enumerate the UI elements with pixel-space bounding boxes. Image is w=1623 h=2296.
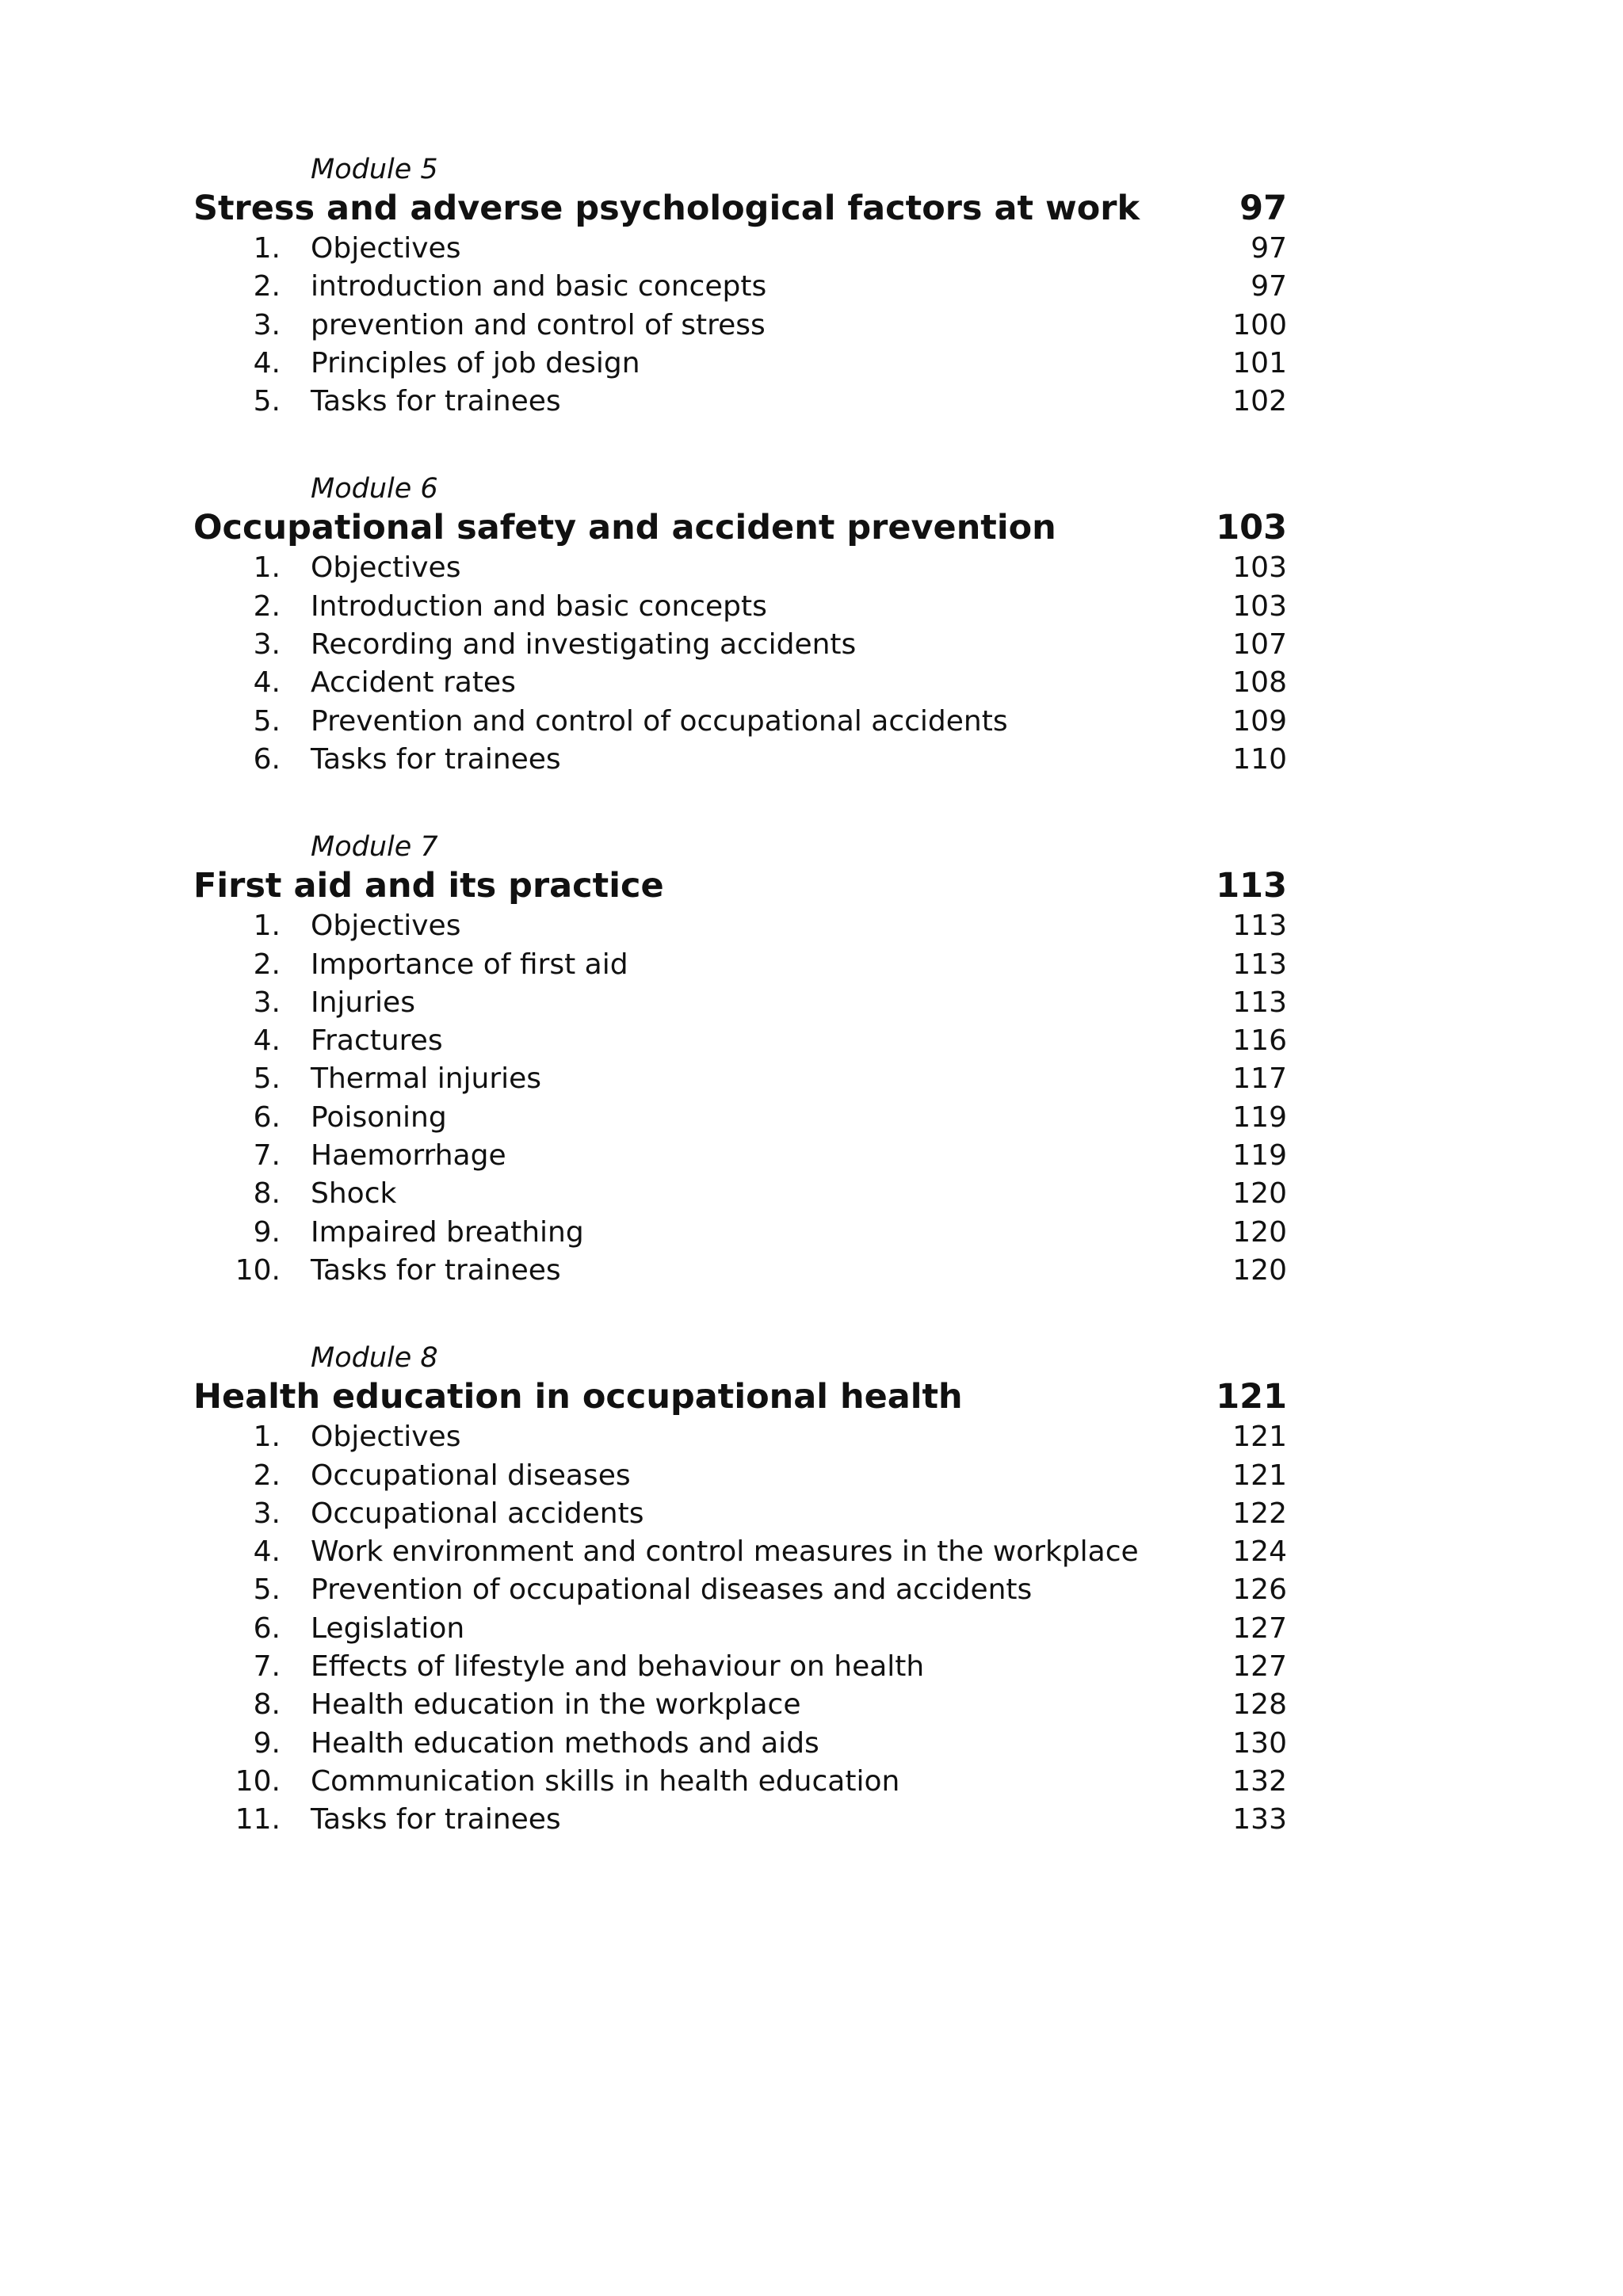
entry-number: 7. [253, 1139, 281, 1173]
toc-entry [193, 626, 1287, 664]
entry-page: 107 [1232, 628, 1287, 662]
entry-page: 97 [1251, 232, 1287, 265]
toc-entry [193, 549, 1287, 587]
entry-page: 113 [1232, 986, 1287, 1019]
entry-title: Tasks for trainees [311, 1253, 561, 1287]
entry-title: Prevention and control of occupational accidents [311, 704, 1008, 738]
entry-title: Shock [311, 1177, 397, 1211]
entry-number: 10. [235, 1253, 281, 1287]
module-title: Health education in occupational health [193, 1377, 963, 1417]
entry-page: 103 [1232, 551, 1287, 585]
entry-title: Effects of lifestyle and behaviour on health [311, 1650, 925, 1684]
entry-number: 8. [253, 1688, 281, 1722]
entry-number: 1. [253, 910, 281, 943]
toc-entry [193, 383, 1287, 421]
entry-page: 133 [1232, 1803, 1287, 1836]
toc-entry [193, 1060, 1287, 1098]
toc-entry [193, 1648, 1287, 1686]
entry-title: Thermal injuries [311, 1062, 542, 1096]
entry-page: 127 [1232, 1650, 1287, 1684]
toc-entry [193, 307, 1287, 345]
entry-title: Objectives [311, 232, 461, 265]
entry-number: 10. [235, 1764, 281, 1798]
module-label: Module 6 [311, 473, 438, 505]
toc-entry [193, 984, 1287, 1022]
entry-title: prevention and control of stress [311, 308, 766, 341]
entry-number: 2. [253, 948, 281, 981]
toc-entry [193, 1533, 1287, 1571]
entry-number: 5. [253, 1062, 281, 1096]
entry-number: 5. [253, 704, 281, 738]
module-heading [193, 508, 1287, 547]
module-page-number: 121 [1216, 1377, 1287, 1417]
entry-page: 127 [1232, 1611, 1287, 1645]
entry-title: Tasks for trainees [311, 1803, 561, 1836]
entry-page: 126 [1232, 1573, 1287, 1607]
toc-entry [193, 1801, 1287, 1839]
entry-number: 6. [253, 1611, 281, 1645]
entry-page: 119 [1232, 1139, 1287, 1173]
entry-title: Occupational diseases [311, 1459, 631, 1492]
entry-number: 2. [253, 1459, 281, 1492]
entry-title: Communication skills in health education [311, 1764, 900, 1798]
entry-page: 113 [1232, 910, 1287, 943]
toc-entry [193, 946, 1287, 984]
entry-title: Prevention of occupational diseases and accidents [311, 1573, 1033, 1607]
entry-title: Work environment and control measures in the workplace [311, 1535, 1139, 1569]
entry-title: Objectives [311, 1421, 461, 1454]
entry-number: 2. [253, 589, 281, 623]
entry-title: Poisoning [311, 1100, 447, 1134]
entry-number: 1. [253, 232, 281, 265]
module-label: Module 5 [311, 154, 438, 185]
entry-title: Impaired breathing [311, 1215, 584, 1249]
toc-entry [193, 703, 1287, 741]
toc-entry [193, 1725, 1287, 1763]
entry-number: 8. [253, 1177, 281, 1211]
entry-page: 119 [1232, 1100, 1287, 1134]
entry-title: Introduction and basic concepts [311, 589, 767, 623]
toc-entry [193, 1175, 1287, 1213]
entry-page: 116 [1232, 1024, 1287, 1058]
module-label: Module 7 [311, 831, 438, 864]
entry-page: 120 [1232, 1177, 1287, 1211]
entry-title: Haemorrhage [311, 1139, 506, 1173]
entry-page: 97 [1251, 270, 1287, 303]
toc-entry [193, 907, 1287, 945]
entry-title: Importance of first aid [311, 948, 628, 981]
toc-entry [193, 1686, 1287, 1724]
entry-page: 122 [1232, 1497, 1287, 1530]
toc-entry [193, 1610, 1287, 1648]
entry-page: 132 [1232, 1764, 1287, 1798]
entry-page: 124 [1232, 1535, 1287, 1569]
entry-title: Fractures [311, 1024, 443, 1058]
entry-number: 2. [253, 270, 281, 303]
toc-entry [193, 230, 1287, 268]
entry-title: Principles of job design [311, 346, 640, 379]
entry-number: 6. [253, 742, 281, 776]
entry-number: 1. [253, 1421, 281, 1454]
module-page-number: 103 [1216, 508, 1287, 548]
entry-number: 3. [253, 308, 281, 341]
module-page-number: 97 [1239, 189, 1287, 228]
module-heading [193, 189, 1287, 228]
toc-entry [193, 268, 1287, 306]
toc-entry [193, 1214, 1287, 1252]
entry-number: 4. [253, 346, 281, 379]
entry-page: 121 [1232, 1421, 1287, 1454]
module-heading [193, 1377, 1287, 1417]
entry-title: Recording and investigating accidents [311, 628, 857, 662]
entry-page: 130 [1232, 1726, 1287, 1760]
toc-entry [193, 664, 1287, 702]
entry-page: 110 [1232, 742, 1287, 776]
entry-title: Tasks for trainees [311, 385, 561, 418]
entry-title: introduction and basic concepts [311, 270, 767, 303]
module-section [193, 151, 1287, 421]
entry-page: 101 [1232, 346, 1287, 379]
entry-title: Accident rates [311, 666, 516, 700]
entry-title: Occupational accidents [311, 1497, 644, 1530]
entry-number: 4. [253, 1024, 281, 1058]
toc-entry [193, 1099, 1287, 1137]
toc-entry [193, 1495, 1287, 1533]
entry-number: 6. [253, 1100, 281, 1134]
entry-page: 102 [1232, 385, 1287, 418]
entry-page: 120 [1232, 1253, 1287, 1287]
entry-title: Injuries [311, 986, 415, 1019]
toc-entry [193, 1022, 1287, 1060]
entry-number: 3. [253, 1497, 281, 1530]
module-section [193, 1339, 1287, 1839]
entry-title: Health education methods and aids [311, 1726, 819, 1760]
toc-entry [193, 345, 1287, 383]
toc-entry [193, 1457, 1287, 1495]
toc-entry [193, 1418, 1287, 1456]
entry-number: 9. [253, 1215, 281, 1249]
module-heading [193, 866, 1287, 906]
entry-page: 103 [1232, 589, 1287, 623]
toc-entry [193, 741, 1287, 779]
entry-page: 113 [1232, 948, 1287, 981]
entry-page: 108 [1232, 666, 1287, 700]
entry-number: 4. [253, 1535, 281, 1569]
entry-number: 7. [253, 1650, 281, 1684]
entry-number: 11. [235, 1803, 281, 1836]
entry-page: 128 [1232, 1688, 1287, 1722]
module-section [193, 828, 1287, 1290]
toc-entry [193, 1763, 1287, 1801]
entry-number: 9. [253, 1726, 281, 1760]
toc-entry [193, 1252, 1287, 1290]
entry-page: 109 [1232, 704, 1287, 738]
module-page-number: 113 [1216, 866, 1287, 906]
toc-entry [193, 588, 1287, 626]
module-label: Module 8 [311, 1342, 438, 1375]
entry-title: Tasks for trainees [311, 742, 561, 776]
entry-page: 121 [1232, 1459, 1287, 1492]
module-title: Occupational safety and accident prevention [193, 508, 1056, 548]
module-title: Stress and adverse psychological factors at work [193, 189, 1140, 228]
entry-page: 120 [1232, 1215, 1287, 1249]
entry-title: Objectives [311, 551, 461, 585]
entry-title: Objectives [311, 910, 461, 943]
entry-page: 117 [1232, 1062, 1287, 1096]
module-title: First aid and its practice [193, 866, 664, 906]
entry-number: 1. [253, 551, 281, 585]
entry-title: Health education in the workplace [311, 1688, 801, 1722]
entry-number: 3. [253, 628, 281, 662]
entry-number: 4. [253, 666, 281, 700]
entry-number: 3. [253, 986, 281, 1019]
module-section [193, 470, 1287, 779]
entry-number: 5. [253, 1573, 281, 1607]
entry-title: Legislation [311, 1611, 465, 1645]
entry-number: 5. [253, 385, 281, 418]
table-of-contents [193, 151, 1287, 1889]
entry-page: 100 [1232, 308, 1287, 341]
toc-entry [193, 1137, 1287, 1175]
toc-entry [193, 1571, 1287, 1609]
